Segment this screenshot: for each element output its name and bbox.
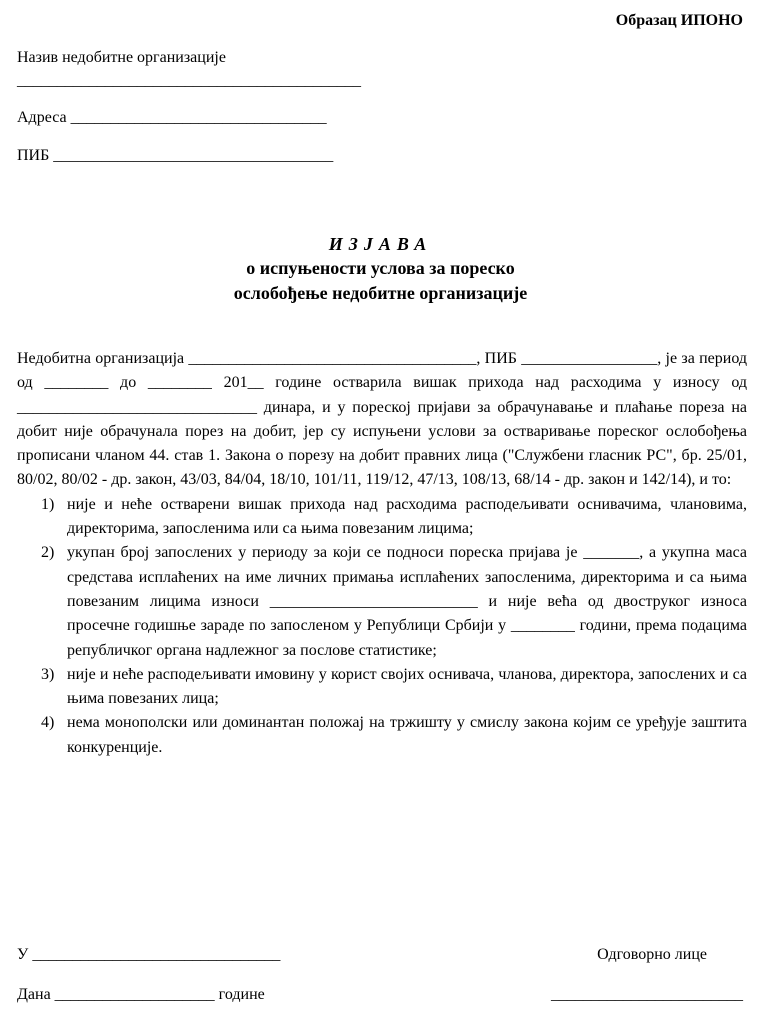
condition-text: нема монополски или доминантан положај на тржишту у смислу закона којим се уређује заштита конкуренције. (67, 714, 747, 756)
condition-number: 4) (41, 714, 55, 732)
responsible-person-label: Одговорно лице (597, 946, 707, 963)
condition-item (17, 663, 747, 712)
intro-paragraph: Недобитна организација ____________________________________, ПИБ _________________, је за период од ________ до ________ 201__ године остварила вишак прихода над расходима у износу од ______________________________ динара, и у пореској пријави за обрачунавање и плаћање пореза на добит није обрачунала порез на добит, јер су испуњени услови за остваривање пореског ослобођења прописани чланом 44. став 1. Закона о порезу на добит правних лица ("Службени гласник РС", бр. 25/01, 80/02, 80/02 - др. закон, 43/03, 84/04, 18/10, 101/11, 119/12, 47/13, 108/13, 68/14 - др. закон и 142/14), и то: (17, 350, 747, 489)
condition-item (17, 711, 747, 760)
condition-number: 3) (41, 665, 55, 683)
condition-text: није и неће расподељивати имовину у корист својих оснивача, чланова, директора, запослених и са њима повезаних лица; (67, 665, 747, 708)
condition-item (17, 541, 747, 662)
form-code: Образац ИПОНО (615, 12, 743, 29)
org-name-label: Назив недобитне организације (17, 49, 226, 66)
condition-text: није и неће остварени вишак прихода над расходима расподељивати оснивачима, члановима, директорима, запосленима или са њима повезаним лицима; (67, 495, 747, 538)
condition-number: 1) (41, 495, 55, 513)
signature-line: ________________________ (551, 986, 743, 1003)
pib-line: ПИБ ___________________________________ (17, 147, 334, 164)
condition-number: 2) (41, 544, 55, 562)
place-line: У _______________________________ (17, 946, 281, 963)
document-subtitle-line2: ослобођење недобитне организације (233, 283, 528, 303)
conditions-list (17, 493, 747, 760)
document-subtitle-line1: о испуњености услова за пореско (246, 258, 515, 278)
org-name-line: ___________________________________________ (17, 72, 361, 89)
condition-text: укупан број запослених у периоду за који се подноси пореска пријава је _______, а укупна маса средстава исплаћених на име личних примања исплаћених запосленима, директорима и са њима повезаним лицима износи __________________________ и није већа од двоструког износа просечне годишње зараде по запосленом у Републици Србији у ________ години, према подацима републичког органа надлежног за послове статистике; (67, 544, 747, 659)
statement-body (17, 347, 747, 760)
condition-item (17, 493, 747, 542)
date-line: Дана ____________________ године (17, 986, 265, 1003)
address-line: Адреса ________________________________ (17, 109, 327, 126)
document-title: ИЗЈАВА (328, 234, 433, 254)
